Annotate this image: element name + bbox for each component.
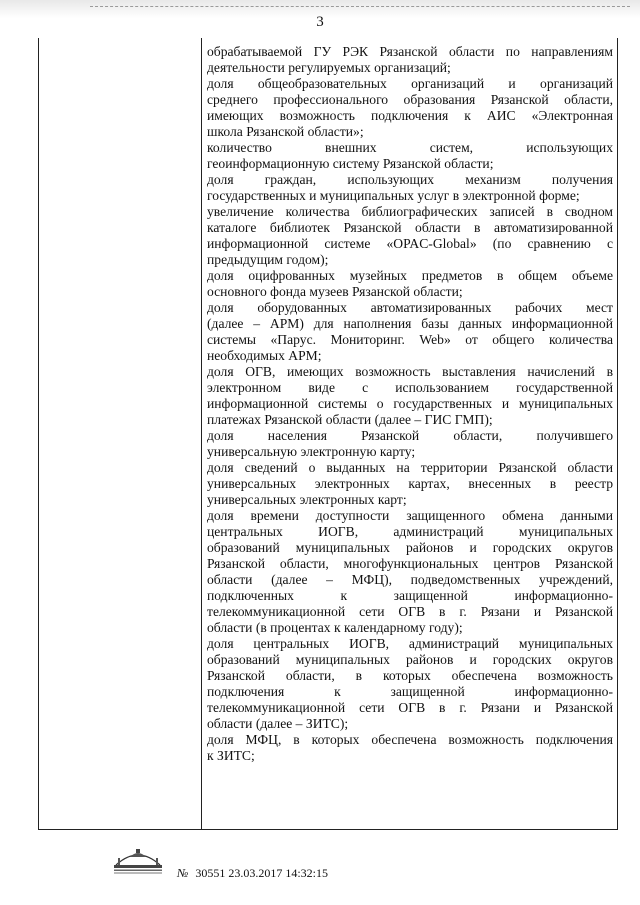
text-line: имеющих возможность подключения к АИС «Электронная	[207, 108, 613, 123]
document-registration-footer	[177, 866, 328, 881]
text-line: образований муниципальных районов и городских округов	[207, 540, 613, 555]
document-id: 30551	[195, 866, 226, 880]
text-line: каталоге библиотек Рязанской области в автоматизированной	[207, 220, 613, 235]
text-line: Рязанской области, многофункциональных центров Рязанской	[207, 556, 613, 571]
text-line: телекоммуникационной сети ОГВ в г. Рязани и Рязанской	[207, 604, 613, 619]
text-line: доля ОГВ, имеющих возможность выставления начислений в	[207, 364, 613, 379]
text-line: количество внешних систем, использующих	[207, 140, 613, 155]
text-line: информационной системе «OPAC-Global» (по сравнению с	[207, 236, 613, 251]
column-divider	[201, 38, 202, 829]
text-line: доля оцифрованных музейных предметов в общем объеме	[207, 268, 613, 283]
text-line: подключения к защищенной информационно-	[207, 684, 613, 699]
text-line: универсальных электронных картах, внесенных в реестр	[207, 476, 613, 491]
text-line: обрабатываемой ГУ РЭК Рязанской области по направлениям	[207, 44, 613, 59]
text-line: области (далее – ЗИТС);	[207, 716, 349, 731]
text-line: государственных и муниципальных услуг в электронной форме;	[207, 188, 580, 203]
text-line: центральных ИОГВ, администраций муниципальных	[207, 524, 613, 539]
text-line: основного фонда музеев Рязанской области;	[207, 284, 463, 299]
number-sign: №	[177, 866, 189, 880]
text-line: системы «Парус. Мониторинг. Web» от общего количества	[207, 332, 613, 347]
text-line: среднего профессионального образования Рязанской области,	[207, 92, 613, 107]
text-line: доля центральных ИОГВ, администраций муниципальных	[207, 636, 613, 651]
text-line: электронном виде с использованием государственной	[207, 380, 613, 395]
text-line: области (в процентах к календарному году);	[207, 620, 463, 635]
registry-logo-icon	[108, 843, 168, 875]
text-line: необходимых АРМ;	[207, 348, 322, 363]
text-line: доля граждан, использующих механизм получения	[207, 172, 613, 187]
text-line: образований муниципальных районов и городских округов	[207, 652, 613, 667]
text-line: доля оборудованных автоматизированных рабочих мест	[207, 300, 613, 315]
text-line: доля населения Рязанской области, получившего	[207, 428, 613, 443]
text-line: универсальных электронных карт;	[207, 492, 407, 507]
document-datetime: 23.03.2017 14:32:15	[228, 866, 328, 880]
page-number: 3	[316, 14, 324, 30]
text-line: к ЗИТС;	[207, 748, 255, 763]
text-line: универсальную электронную карту;	[207, 444, 416, 459]
text-line: деятельности регулируемых организаций;	[207, 60, 451, 75]
text-line: телекоммуникационной сети ОГВ в г. Рязани и Рязанской	[207, 700, 613, 715]
text-line: доля времени доступности защищенного обмена данными	[207, 508, 613, 523]
table-cell-text	[207, 44, 613, 764]
text-line: подключенных к защищенной информационно-	[207, 588, 613, 603]
text-line: области (далее – МФЦ), подведомственных учреждений,	[207, 572, 613, 587]
text-line: доля МФЦ, в которых обеспечена возможность подключения	[207, 732, 613, 747]
content-table	[38, 38, 618, 830]
text-line: предыдущим годом);	[207, 252, 329, 267]
text-line: школа Рязанской области»;	[207, 124, 364, 139]
text-line: доля общеобразовательных организаций и организаций	[207, 76, 613, 91]
scan-artifact-line	[90, 6, 630, 7]
text-line: увеличение количества библиографических записей в сводном	[207, 204, 613, 219]
text-line: геоинформационную систему Рязанской области;	[207, 156, 494, 171]
text-line: платежах Рязанской области (далее – ГИС ГМП);	[207, 412, 493, 427]
text-line: информационной системы о государственных и муниципальных	[207, 396, 613, 411]
text-line: (далее – АРМ) для наполнения базы данных информационной	[207, 316, 613, 331]
text-line: Рязанской области, в которых обеспечена возможность	[207, 668, 613, 683]
text-line: доля сведений о выданных на территории Рязанской области	[207, 460, 613, 475]
